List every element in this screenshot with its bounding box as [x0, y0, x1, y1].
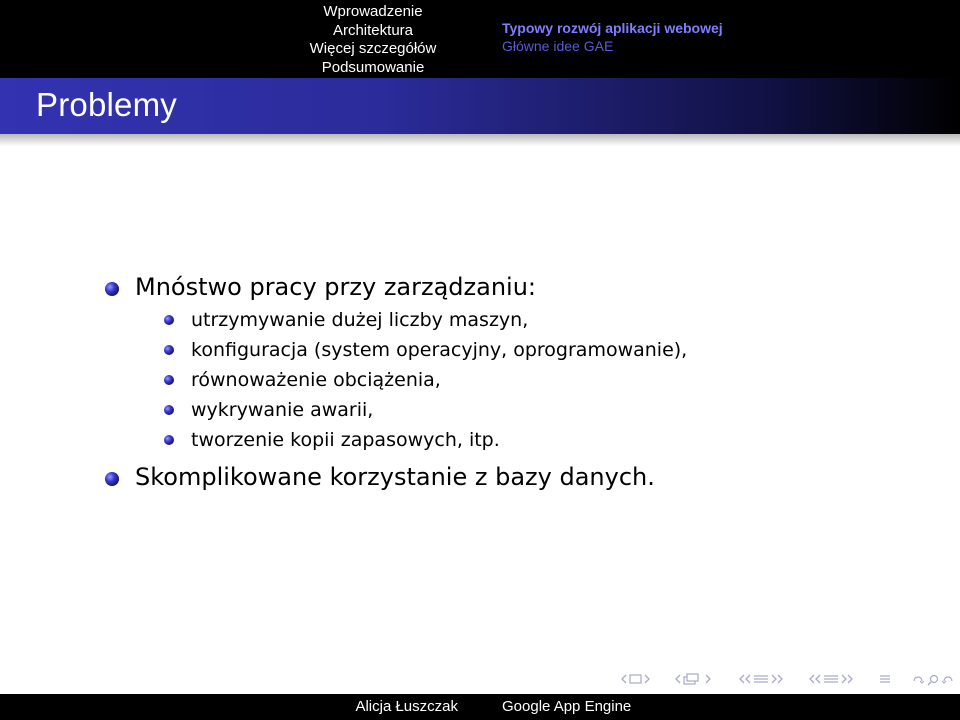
section-prev-next-icon[interactable]	[808, 672, 858, 686]
sub-list	[104, 305, 934, 455]
footline	[0, 694, 960, 720]
list-item	[104, 270, 934, 304]
frame-prev-next-icon[interactable]	[674, 672, 718, 686]
title-bar-shadow	[0, 134, 960, 146]
sub-list-item	[104, 395, 934, 425]
sub-list-item-text: utrzymywanie dużej liczby maszyn,	[191, 309, 529, 331]
sub-list-item-text: równoważenie obciążenia,	[191, 369, 441, 391]
search-back-forward-icon[interactable]	[912, 672, 960, 686]
frame-title: Problemy	[36, 86, 177, 123]
bullet-ball-icon	[105, 472, 119, 486]
frame-title-bar	[0, 78, 960, 134]
nav-subsection-typical-development[interactable]: Typowy rozwój aplikacji webowej	[502, 20, 723, 36]
nav-section-summary[interactable]: Podsumowanie	[321, 58, 425, 76]
list-item	[104, 460, 934, 494]
presentation-title: Google App Engine	[502, 698, 632, 715]
slide-content	[104, 270, 934, 494]
footline-author	[0, 694, 480, 720]
sub-list-item	[104, 335, 934, 365]
nav-subsection-gae-ideas[interactable]: Główne idee GAE	[502, 38, 614, 54]
headline-navigation	[0, 0, 960, 78]
nav-section-architecture[interactable]: Architektura	[332, 21, 414, 39]
slide-prev-next-icon[interactable]	[620, 672, 654, 686]
sub-list-item-text: konfiguracja (system operacyjny, oprogramowanie),	[191, 339, 688, 361]
section-navigation	[0, 0, 480, 78]
document-navigation-icon[interactable]	[878, 672, 892, 686]
bullet-ball-icon	[164, 405, 174, 415]
nav-section-introduction[interactable]: Wprowadzenie	[323, 3, 423, 20]
subsection-prev-next-icon[interactable]	[738, 672, 788, 686]
bullet-ball-icon	[164, 435, 174, 445]
bullet-ball-icon	[164, 315, 174, 325]
bullet-ball-icon	[164, 375, 174, 385]
bullet-ball-icon	[164, 345, 174, 355]
list-item-text: Mnóstwo pracy przy zarządzaniu:	[135, 273, 537, 301]
sub-list-item-text: tworzenie kopii zapasowych, itp.	[191, 429, 500, 451]
subsection-navigation	[480, 0, 960, 78]
bullet-ball-icon	[105, 282, 119, 296]
list-item-text: Skomplikowane korzystanie z bazy danych.	[135, 463, 655, 491]
sub-list-item	[104, 305, 934, 335]
sub-list-item	[104, 365, 934, 395]
sub-list-item-text: wykrywanie awarii,	[191, 399, 374, 421]
nav-section-details[interactable]: Więcej szczegółów	[309, 40, 437, 57]
navigation-symbols	[620, 668, 960, 690]
sub-list-item	[104, 425, 934, 455]
footline-title	[480, 694, 960, 720]
author-name: Alicja Łuszczak	[355, 698, 458, 715]
